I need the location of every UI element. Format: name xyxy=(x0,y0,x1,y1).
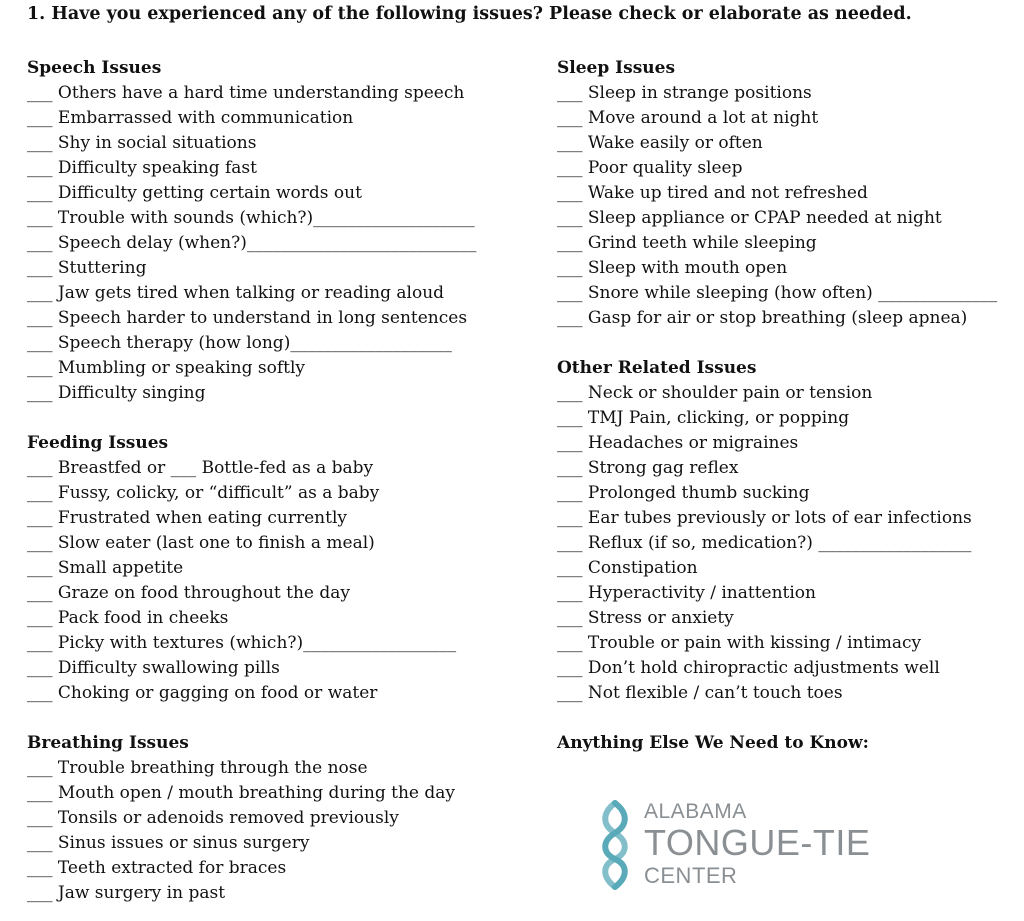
feeding-issue-checkbox-item: ___ Picky with textures (which?)__________________ xyxy=(27,633,457,653)
breathing-issue-checkbox-item: ___ Teeth extracted for braces xyxy=(27,858,287,878)
breathing-issues-heading: Breathing Issues xyxy=(27,733,189,753)
feeding-issue-checkbox-item: ___ Frustrated when eating currently xyxy=(27,508,347,528)
breathing-issue-checkbox-item: ___ Tonsils or adenoids removed previously xyxy=(27,808,399,828)
left-column xyxy=(27,56,502,906)
speech-issue-checkbox-item: ___ Mumbling or speaking softly xyxy=(27,358,306,378)
speech-issue-checkbox-item: ___ Speech delay (when?)___________________________ xyxy=(27,233,477,253)
feeding-issue-checkbox-item: ___ Small appetite xyxy=(27,558,184,578)
speech-issue-checkbox-item: ___ Others have a hard time understanding speech xyxy=(27,83,465,103)
speech-issue-checkbox-item: ___ Speech harder to understand in long sentences xyxy=(27,308,468,328)
alabama-tongue-tie-center-logo xyxy=(598,795,898,895)
speech-issue-checkbox-item: ___ Shy in social situations xyxy=(27,133,257,153)
speech-issue-checkbox-item: ___ Difficulty singing xyxy=(27,383,206,403)
feeding-issues-list xyxy=(27,456,502,706)
other-issue-checkbox-item: ___ Headaches or migraines xyxy=(557,433,799,453)
feeding-issue-checkbox-item: ___ Pack food in cheeks xyxy=(27,608,229,628)
sleep-issue-checkbox-item: ___ Snore while sleeping (how often) ______________ xyxy=(557,283,998,303)
speech-issues-heading: Speech Issues xyxy=(27,58,162,78)
breathing-issue-checkbox-item: ___ Trouble breathing through the nose xyxy=(27,758,368,778)
sleep-issue-checkbox-item: ___ Sleep appliance or CPAP needed at night xyxy=(557,208,942,228)
tongue-tie-knot-icon xyxy=(598,799,632,891)
other-issue-checkbox-item: ___ Constipation xyxy=(557,558,698,578)
logo-line-tongue-tie: TONGUE-TIE xyxy=(644,822,871,863)
other-issue-checkbox-item: ___ TMJ Pain, clicking, or popping xyxy=(557,408,850,428)
feeding-issue-checkbox-item: ___ Choking or gagging on food or water xyxy=(27,683,378,703)
other-issue-checkbox-item: ___ Hyperactivity / inattention xyxy=(557,583,816,603)
breathing-issue-checkbox-item: ___ Mouth open / mouth breathing during the day xyxy=(27,783,455,803)
sleep-issue-checkbox-item: ___ Move around a lot at night xyxy=(557,108,819,128)
sleep-issue-checkbox-item: ___ Gasp for air or stop breathing (sleep apnea) xyxy=(557,308,968,328)
speech-issue-checkbox-item: ___ Speech therapy (how long)___________________ xyxy=(27,333,452,353)
other-related-issues-list xyxy=(557,381,1017,706)
feeding-issues-heading: Feeding Issues xyxy=(27,433,169,453)
speech-issue-checkbox-item: ___ Stuttering xyxy=(27,258,147,278)
feeding-issue-checkbox-item: ___ Slow eater (last one to finish a meal) xyxy=(27,533,375,553)
speech-issue-checkbox-item: ___ Difficulty getting certain words out xyxy=(27,183,362,203)
feeding-issue-checkbox-item: ___ Graze on food throughout the day xyxy=(27,583,351,603)
speech-issue-checkbox-item: ___ Jaw gets tired when talking or reading aloud xyxy=(27,283,445,303)
sleep-issue-checkbox-item: ___ Wake easily or often xyxy=(557,133,763,153)
logo-line-center: CENTER xyxy=(644,863,738,888)
other-issue-checkbox-item: ___ Prolonged thumb sucking xyxy=(557,483,810,503)
right-column xyxy=(557,56,1017,756)
speech-issues-list xyxy=(27,81,502,406)
other-issue-checkbox-item: ___ Stress or anxiety xyxy=(557,608,734,628)
speech-issue-checkbox-item: ___ Embarrassed with communication xyxy=(27,108,354,128)
sleep-issue-checkbox-item: ___ Sleep with mouth open xyxy=(557,258,788,278)
breathing-issue-checkbox-item: ___ Sinus issues or sinus surgery xyxy=(27,833,310,853)
feeding-issue-checkbox-item: ___ Fussy, colicky, or “difficult” as a baby xyxy=(27,483,380,503)
logo-line-alabama: ALABAMA xyxy=(644,800,747,823)
other-issue-checkbox-item: ___ Trouble or pain with kissing / intimacy xyxy=(557,633,922,653)
breathing-issue-checkbox-item: ___ Jaw surgery in past xyxy=(27,883,226,903)
breathing-issues-list xyxy=(27,756,502,906)
sleep-issue-checkbox-item: ___ Sleep in strange positions xyxy=(557,83,812,103)
feeding-issue-checkbox-item: ___ Difficulty swallowing pills xyxy=(27,658,280,678)
other-issue-checkbox-item: ___ Ear tubes previously or lots of ear infections xyxy=(557,508,972,528)
question-title: 1. Have you experienced any of the following issues? Please check or elaborate as needed. xyxy=(27,4,912,24)
other-issue-checkbox-item: ___ Not flexible / can’t touch toes xyxy=(557,683,843,703)
other-issue-checkbox-item: ___ Neck or shoulder pain or tension xyxy=(557,383,873,403)
other-issue-checkbox-item: ___ Reflux (if so, medication?) __________________ xyxy=(557,533,972,553)
logo-wordmark xyxy=(644,801,870,887)
anything-else-heading: Anything Else We Need to Know: xyxy=(557,733,869,753)
speech-issue-checkbox-item: ___ Trouble with sounds (which?)___________________ xyxy=(27,208,475,228)
sleep-issue-checkbox-item: ___ Wake up tired and not refreshed xyxy=(557,183,868,203)
other-issue-checkbox-item: ___ Don’t hold chiropractic adjustments well xyxy=(557,658,940,678)
other-related-issues-heading: Other Related Issues xyxy=(557,358,757,378)
sleep-issue-checkbox-item: ___ Poor quality sleep xyxy=(557,158,743,178)
sleep-issue-checkbox-item: ___ Grind teeth while sleeping xyxy=(557,233,817,253)
sleep-issues-list xyxy=(557,81,1017,331)
speech-issue-checkbox-item: ___ Difficulty speaking fast xyxy=(27,158,257,178)
sleep-issues-heading: Sleep Issues xyxy=(557,58,676,78)
feeding-issue-checkbox-item: ___ Breastfed or ___ Bottle-fed as a baby xyxy=(27,458,374,478)
other-issue-checkbox-item: ___ Strong gag reflex xyxy=(557,458,739,478)
